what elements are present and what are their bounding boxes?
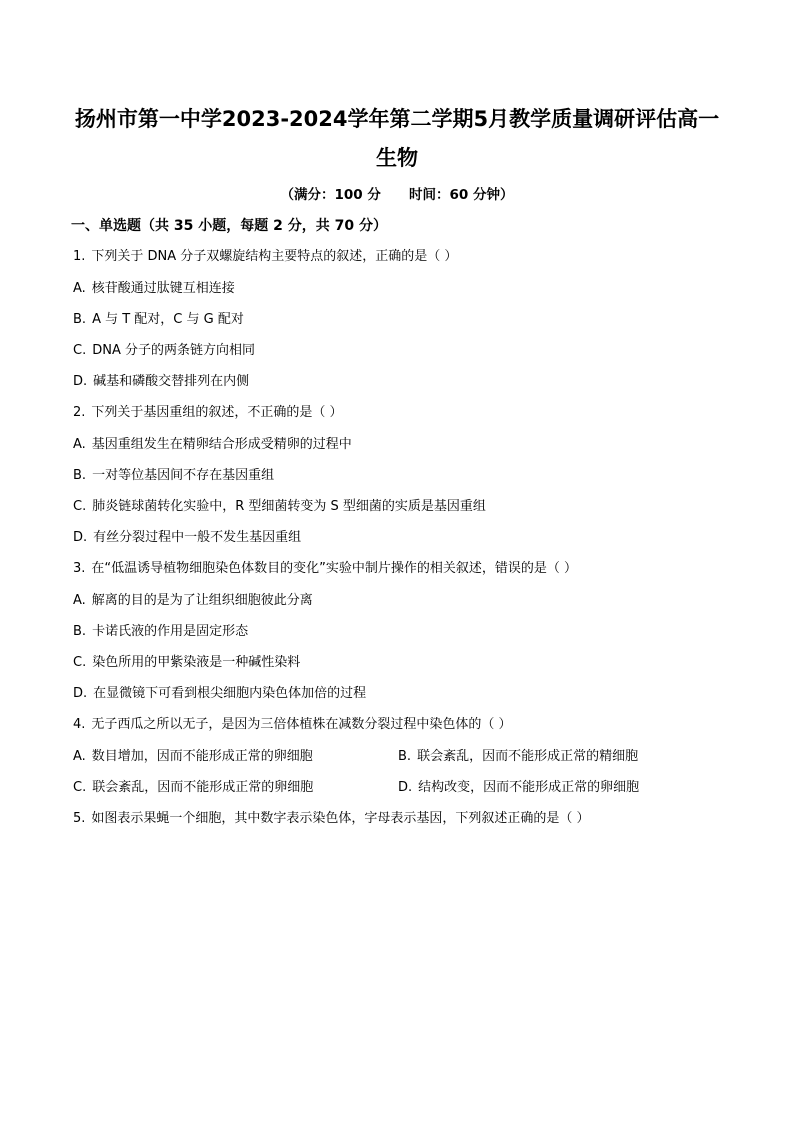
option-text: 碱基和磷酸交替排列在内侧 — [93, 374, 250, 389]
option-letter: A. — [73, 281, 86, 296]
exam-title-line-2: 生物 — [376, 146, 418, 170]
option-letter: D. — [73, 530, 88, 545]
option-letter: D. — [73, 374, 88, 389]
question-5 — [73, 809, 590, 829]
exam-score-time: （满分：100 分 时间：60 分钟） — [280, 187, 514, 203]
option-letter: C. — [73, 655, 87, 670]
option-letter: B. — [73, 468, 87, 483]
question-number: 2. — [73, 405, 86, 420]
option-text: A 与 T 配对，C 与 G 配对 — [92, 312, 244, 327]
question-stem: 无子西瓜之所以无子，是因为三倍体植株在减数分裂过程中染色体的（ ） — [91, 717, 512, 732]
option-text: 一对等位基因间不存在基因重组 — [92, 468, 275, 483]
question-1 — [73, 247, 457, 267]
question-number: 4. — [73, 717, 86, 732]
section-heading: 一、单选题（共 35 小题，每题 2 分，共 70 分） — [71, 218, 387, 234]
option-letter: B. — [73, 312, 87, 327]
q2-option-c — [73, 497, 486, 517]
q2-option-d — [73, 528, 301, 548]
question-number: 5. — [73, 811, 86, 826]
option-text: 肺炎链球菌转化实验中，R 型细菌转变为 S 型细菌的实质是基因重组 — [92, 499, 486, 514]
option-text: 核苷酸通过肽键互相连接 — [91, 281, 235, 296]
option-letter: C. — [73, 499, 87, 514]
option-text: 解离的目的是为了让组织细胞彼此分离 — [91, 593, 313, 608]
q2-option-a — [73, 435, 352, 455]
q1-option-c — [73, 341, 255, 361]
option-text: 基因重组发生在精卵结合形成受精卵的过程中 — [91, 437, 352, 452]
exam-title-line-1: 扬州市第一中学2023-2024学年第二学期5月教学质量调研评估高一 — [74, 107, 720, 131]
q3-option-a — [73, 591, 313, 611]
q1-option-d — [73, 372, 249, 392]
option-letter: C. — [73, 780, 87, 795]
q4-option-b — [398, 747, 638, 767]
q2-option-b — [73, 466, 274, 486]
option-letter: D. — [73, 686, 88, 701]
option-text: 染色所用的甲紫染液是一种碱性染料 — [92, 655, 301, 670]
option-text: 联会紊乱，因而不能形成正常的精细胞 — [417, 749, 639, 764]
option-letter: A. — [73, 437, 86, 452]
option-text: DNA 分子的两条链方向相同 — [92, 343, 255, 358]
option-letter: A. — [73, 749, 86, 764]
q3-option-b — [73, 622, 248, 642]
q1-option-b — [73, 310, 244, 330]
option-text: 结构改变，因而不能形成正常的卵细胞 — [418, 780, 640, 795]
option-text: 卡诺氏液的作用是固定形态 — [92, 624, 249, 639]
q3-option-d — [73, 684, 366, 704]
q4-option-c — [73, 778, 313, 798]
option-text: 在显微镜下可看到根尖细胞内染色体加倍的过程 — [93, 686, 367, 701]
q3-option-c — [73, 653, 300, 673]
question-number: 3. — [73, 561, 86, 576]
q4-option-a — [73, 747, 313, 767]
question-3 — [73, 559, 577, 579]
question-stem: 下列关于 DNA 分子双螺旋结构主要特点的叙述，正确的是（ ） — [91, 249, 458, 264]
option-letter: A. — [73, 593, 86, 608]
option-letter: C. — [73, 343, 87, 358]
q4-option-d — [398, 778, 639, 798]
question-stem: 如图表示果蝇一个细胞，其中数字表示染色体，字母表示基因，下列叙述正确的是（ ） — [91, 811, 590, 826]
option-text: 有丝分裂过程中一般不发生基因重组 — [93, 530, 302, 545]
option-letter: B. — [73, 624, 87, 639]
question-stem: 在“低温诱导植物细胞染色体数目的变化”实验中制片操作的相关叙述，错误的是（ ） — [91, 561, 578, 576]
question-4 — [73, 715, 512, 735]
question-stem: 下列关于基因重组的叙述，不正确的是（ ） — [91, 405, 343, 420]
option-text: 数目增加，因而不能形成正常的卵细胞 — [91, 749, 313, 764]
q1-option-a — [73, 279, 235, 299]
question-number: 1. — [73, 249, 86, 264]
option-letter: B. — [398, 749, 412, 764]
option-text: 联会紊乱，因而不能形成正常的卵细胞 — [92, 780, 314, 795]
question-2 — [73, 403, 343, 423]
option-letter: D. — [398, 780, 413, 795]
